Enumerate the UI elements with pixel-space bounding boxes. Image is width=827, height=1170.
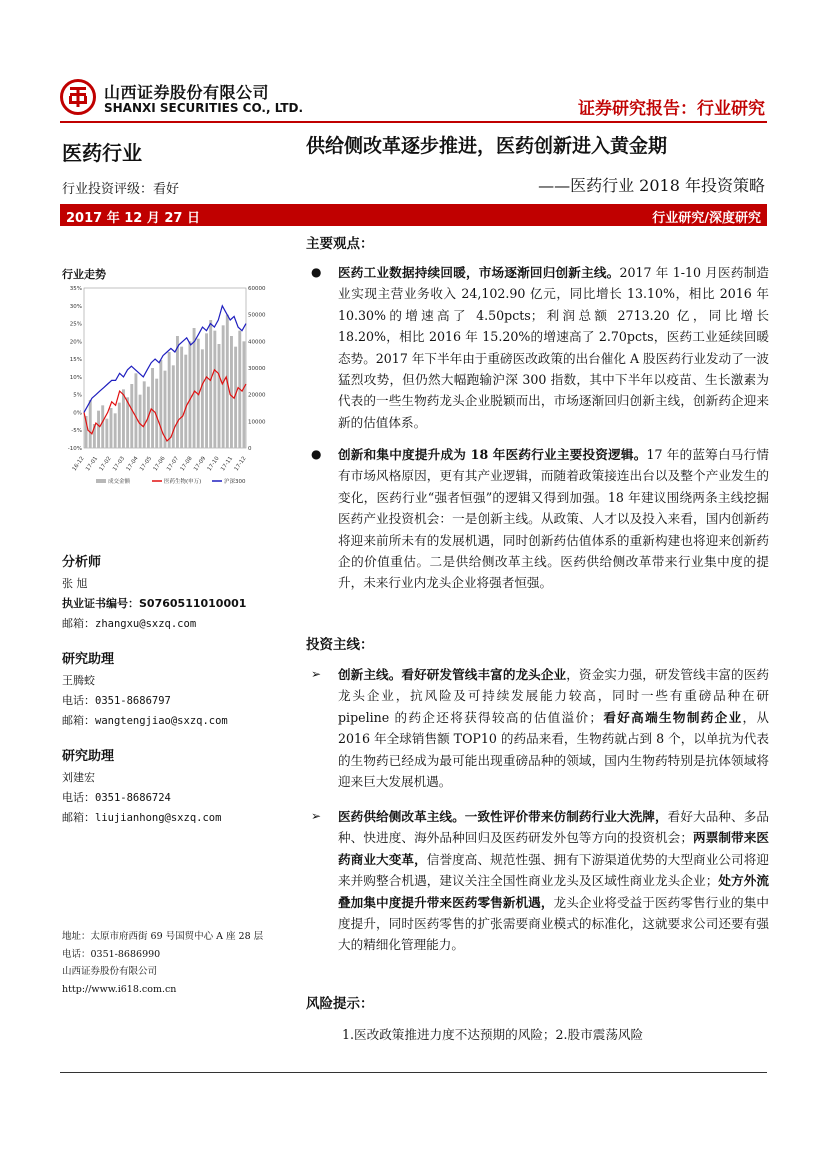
volume-bar <box>151 368 154 448</box>
email-value: zhangxu@sxzq.com <box>95 618 197 630</box>
y-left-tick-label: 30% <box>69 303 82 310</box>
address: 地址：太原市府西街 69 号国贸中心 A 座 28 层 <box>62 931 264 942</box>
x-tick-label: 17-08 <box>179 455 194 473</box>
investment-item-1 <box>311 664 769 792</box>
volume-bar <box>159 360 162 448</box>
volume-bar <box>201 349 204 448</box>
analyst-block <box>62 551 282 634</box>
bullet-dot-icon: ● <box>311 265 322 279</box>
y-left-tick-label: -10% <box>67 446 82 452</box>
volume-bar <box>139 395 142 448</box>
risk-heading: 风险提示： <box>306 996 374 1012</box>
volume-bar <box>101 405 104 448</box>
investment-2-lead-3: 处方外流叠加集中度提升带来医药零售新机遇， <box>338 873 770 910</box>
investment-2-body-3: 龙头企业将受益于医药零售行业的集中度提升，同时医药零售的扩张需要商业模式的标准化，这就要求公司还要有强大的精细化管理能力。 <box>338 894 770 953</box>
volume-bar <box>205 333 208 448</box>
volume-bar <box>168 352 171 448</box>
arrow-bullet-icon: ➢ <box>311 667 322 681</box>
volume-bar <box>118 403 121 448</box>
analyst-email <box>62 614 282 634</box>
y-left-tick-label: 35% <box>69 286 82 292</box>
y-right-tick-label: 50000 <box>248 312 266 319</box>
volume-bar <box>97 411 100 448</box>
assistant-block-1 <box>62 648 282 731</box>
x-tick-label: 17-06 <box>152 455 167 473</box>
volume-bar <box>184 355 187 448</box>
volume-bar <box>180 347 183 448</box>
report-type: 证券研究报告：行业研究 <box>578 99 765 119</box>
x-tick-label: 17-10 <box>206 455 221 473</box>
analyst-name: 张 旭 <box>62 577 88 590</box>
assistant-block-2 <box>62 745 282 828</box>
x-tick-label: 17-07 <box>166 455 181 473</box>
y-left-tick-label: 0% <box>73 410 82 417</box>
assistant-phone <box>62 788 282 808</box>
legend-label: 成交金额 <box>108 479 131 485</box>
volume-bar <box>209 320 212 448</box>
analyst-section <box>62 551 282 842</box>
volume-bar <box>134 373 137 448</box>
volume-bar <box>188 341 191 448</box>
company-logo-icon <box>60 79 96 115</box>
assistant-role: 研究助理 <box>62 749 115 764</box>
volume-bar <box>242 341 245 448</box>
report-category: 行业研究/深度研究 <box>652 211 761 226</box>
email-label: 邮箱： <box>62 617 95 630</box>
company-name-cn: 山西证券股份有限公司 <box>104 83 270 102</box>
bullet-dot-icon: ● <box>311 447 322 461</box>
y-right-tick-label: 40000 <box>248 339 266 346</box>
email-value: liujianhong@sxzq.com <box>95 812 222 824</box>
header-divider <box>60 121 767 123</box>
y-right-tick-label: 0 <box>248 446 252 452</box>
report-subtitle: ——医药行业 2018 年投资策略 <box>538 176 765 195</box>
investment-2-body: 看好大品种、多品种、快进度、海外品种回归及医药研发外包等方向的投资机会； <box>338 809 770 846</box>
chart-title: 行业走势 <box>62 268 106 281</box>
arrow-bullet-icon: ➢ <box>311 809 322 823</box>
volume-bar <box>218 344 221 448</box>
assistant-phone <box>62 691 282 711</box>
x-tick-label: 17-01 <box>85 455 100 473</box>
volume-bar <box>114 413 117 448</box>
phone-label: 电话： <box>62 694 95 707</box>
volume-bar <box>110 408 113 448</box>
volume-bar <box>213 331 216 448</box>
volume-bar <box>143 381 146 448</box>
investment-1-body-2: ，从 2016 年全球销售额 TOP10 的药品来看，生物药就占到 8 个，以单抗为代表的生物药已经成为最可能出现重磅品种的领域，国内生物药特别是抗体领域将迎来巨大发展机遇。 <box>338 709 770 790</box>
assistant-name: 王腾蛟 <box>62 674 95 687</box>
investment-heading: 投资主线： <box>306 637 374 653</box>
investment-2-lead: 医药供给侧改革主线。一致性评价带来仿制药行业大洗牌， <box>338 809 668 824</box>
investment-1-lead-2: 看好高端生物制药企业 <box>602 709 743 725</box>
legend-label: 医药生物(申万) <box>164 479 202 485</box>
investment-2-lead-2: 两票制带来医药商业大变革， <box>338 830 770 867</box>
cert-label: 执业证书编号： <box>62 597 139 610</box>
x-tick-label: 17-11 <box>220 455 235 473</box>
x-tick-label: 16-12 <box>71 455 86 473</box>
contact-block <box>62 928 263 998</box>
y-right-tick-label: 30000 <box>248 366 266 372</box>
investment-item-2 <box>311 806 769 956</box>
legend-swatch <box>96 479 106 483</box>
y-left-tick-label: -5% <box>71 428 82 435</box>
phone-value: 0351-8686797 <box>95 695 171 707</box>
phone-label: 电话： <box>62 791 95 804</box>
y-left-tick-label: 25% <box>69 321 82 328</box>
x-tick-label: 17-04 <box>125 455 140 473</box>
legend-label: 沪深300 <box>224 479 246 485</box>
investment-1-body: ，资金实力强，研发管线丰富的医药龙头企业，抗风险及可持续发展能力较高，同时一些有重磅品种在研 pipeline 的药企还将获得较高的估值溢价； <box>338 667 770 725</box>
email-value: wangtengjiao@sxzq.com <box>95 715 228 727</box>
footer-divider <box>60 1072 767 1073</box>
report-title: 供给侧改革逐步推进，医药创新进入黄金期 <box>306 135 668 157</box>
x-tick-label: 17-12 <box>233 455 248 473</box>
risk-text: 1.医改政策推进力度不达预期的风险；2.股市震荡风险 <box>342 1027 644 1042</box>
y-right-tick-label: 60000 <box>248 286 266 292</box>
y-right-tick-label: 20000 <box>248 392 266 399</box>
volume-bar <box>130 384 133 448</box>
volume-bar <box>172 365 175 448</box>
main-point-1 <box>311 262 769 433</box>
main-points-heading: 主要观点： <box>306 236 374 252</box>
volume-bar <box>105 419 108 448</box>
volume-bar <box>222 325 225 448</box>
volume-bar <box>176 336 179 448</box>
industry-title: 医药行业 <box>62 141 142 165</box>
email-label: 邮箱： <box>62 714 95 727</box>
assistant-email <box>62 711 282 731</box>
assistant-email <box>62 808 282 828</box>
main-point-2-body: 17 年的蓝筹白马行情有市场风格原因，更有其产业逻辑，而随着政策接连出台以及整个产业发生的变化，医药行业“强者恒强”的逻辑又得到加强。18 年建议围绕两条主线挖掘医药产业投资机会：一是创新主线。从政策、人才以及投入来看，国内创新药将迎来前所未有的发展机遇，同时创新药估值体系的重新构建也将迎来创新药企的价值重估。二是供给侧改革主线。医药供给侧改革带来行业集中度的提升，未来行业内龙头企业将强者恒强。 <box>338 447 770 591</box>
y-left-tick-label: 15% <box>69 357 82 364</box>
x-tick-label: 17-03 <box>112 455 127 473</box>
x-tick-label: 17-05 <box>139 455 154 473</box>
y-left-tick-label: 10% <box>69 374 82 381</box>
company-url[interactable]: http://www.i618.com.cn <box>62 983 177 995</box>
y-right-tick-label: 10000 <box>248 419 266 426</box>
volume-bar <box>89 400 92 448</box>
trend-chart <box>60 282 278 496</box>
assistant-name: 刘建宏 <box>62 771 95 784</box>
investment-2-body-2: 信誉度高、规范性强、拥有下游渠道优势的大型商业公司将迎来并购整合机遇，建议关注全国性商业龙头及区域性商业龙头企业； <box>338 851 770 889</box>
main-point-1-body: 2017 年 1-10 月医药制造业实现主营业务收入 24,102.90 亿元，同比增长 13.10%，相比 2016 年 10.30%的增速高了 4.50pcts；利润总额 2713.20 亿，同比增长 18.20%，相比 2016 年 15.20%的增速高了 2.70pcts，医药工业延续回暖态势。2017 年下半年由于重磅医改政策的出台催化 A 股医药行业发动了一波猛烈攻势，但仍然大幅跑输沪深 300 指数，其中下半年以疫苗、生长激素为代表的一些生物药龙头企业脱颖而出，市场逐渐回归创新主线，创新药企迎来新的估值体系。 <box>338 265 770 430</box>
company-phone: 电话：0351-8686990 <box>62 948 161 960</box>
cert-number: S0760511010001 <box>139 597 247 610</box>
date-bar <box>60 204 767 226</box>
company-name-en: SHANXI SECURITIES CO., LTD. <box>104 101 304 115</box>
main-point-2-lead: 创新和集中度提升成为 18 年医药行业主要投资逻辑。 <box>338 447 647 462</box>
analyst-role: 分析师 <box>62 555 102 570</box>
y-left-tick-label: 5% <box>73 392 82 399</box>
assistant-role: 研究助理 <box>62 652 115 667</box>
investment-1-lead: 创新主线。看好研发管线丰富的龙头企业 <box>338 667 567 682</box>
email-label: 邮箱： <box>62 811 95 824</box>
y-left-tick-label: 20% <box>69 339 82 346</box>
investment-rating: 行业投资评级：看好 <box>62 182 180 197</box>
report-date: 2017 年 12 月 27 日 <box>66 211 200 226</box>
volume-bar <box>230 336 233 448</box>
main-point-2 <box>311 444 769 594</box>
analyst-cert <box>62 594 282 614</box>
x-tick-label: 17-02 <box>98 455 113 473</box>
company-name-footer: 山西证券股份有限公司 <box>62 966 158 977</box>
phone-value: 0351-8686724 <box>95 792 171 804</box>
volume-bar <box>122 389 125 448</box>
x-tick-label: 17-09 <box>193 455 208 473</box>
main-point-1-lead: 医药工业数据持续回暖，市场逐渐回归创新主线。 <box>338 265 620 280</box>
volume-bar <box>193 328 196 448</box>
